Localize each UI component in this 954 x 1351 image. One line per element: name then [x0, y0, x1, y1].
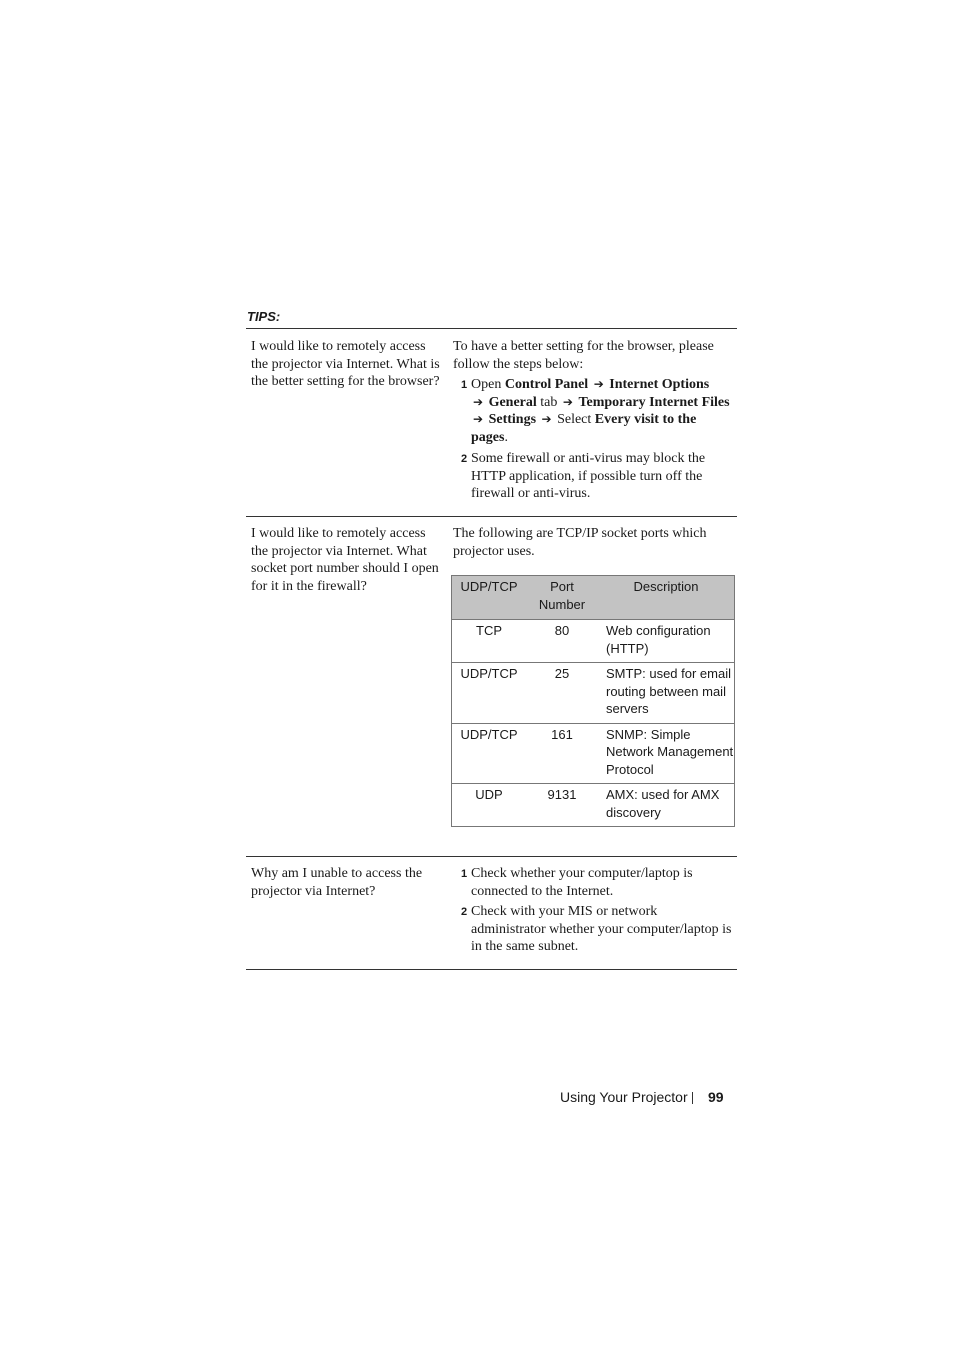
- footer-separator: [692, 1092, 693, 1104]
- table-row: [452, 620, 735, 663]
- port-cell: 25: [526, 663, 598, 724]
- port-cell: 9131: [526, 784, 598, 827]
- socket-ports-table: [451, 575, 735, 827]
- internet-options-label: Internet Options: [609, 377, 710, 392]
- col-header-description: Description: [598, 576, 735, 620]
- table-bottom-rule: [246, 969, 737, 970]
- tip3-step2: 2 Check with your MIS or network administrator whether your computer/laptop is in the same subnet.: [461, 904, 732, 955]
- step-number: 2: [461, 906, 468, 918]
- table-header-row: [452, 576, 735, 620]
- step-number: 1: [461, 379, 468, 391]
- row-divider: [246, 856, 737, 857]
- tip1-step2: 2 Some firewall or anti-virus may block the HTTP application, if possible turn off the firewall or anti-virus.: [461, 451, 706, 502]
- protocol-cell: UDP: [452, 784, 527, 827]
- table-row: [452, 663, 735, 724]
- page-number: 99: [708, 1089, 724, 1105]
- footer-title: Using Your Projector: [560, 1089, 688, 1105]
- row-divider: [246, 516, 737, 517]
- step-number: 2: [461, 453, 468, 465]
- settings-label: Settings: [488, 412, 537, 428]
- table-top-rule: [246, 328, 737, 329]
- every-visit-label: Every visit to the pages: [471, 412, 697, 445]
- control-panel-label: Control Panel: [504, 377, 589, 392]
- description-cell: SMTP: used for email routing between mail servers: [598, 663, 735, 724]
- col-header-protocol: UDP/TCP: [452, 576, 527, 620]
- description-cell: AMX: used for AMX discovery: [598, 784, 735, 827]
- table-row: [452, 784, 735, 827]
- tip1-step1: 1 Open Control Panel ➔ Internet Options ➔ General tab ➔ Temporary Internet Files ➔ Settings ➔ Select Every visit to the pages.: [461, 377, 730, 445]
- protocol-cell: UDP/TCP: [452, 663, 527, 724]
- temporary-internet-files-label: Temporary Internet Files: [578, 394, 730, 410]
- right-arrow-icon: ➔: [562, 394, 573, 409]
- protocol-cell: TCP: [452, 620, 527, 663]
- port-cell: 80: [526, 620, 598, 663]
- table-row: [452, 723, 735, 784]
- right-arrow-icon: ➔: [473, 394, 484, 409]
- tip2-intro: The following are TCP/IP socket ports which projector uses.: [453, 526, 707, 559]
- tip1-intro: To have a better setting for the browser, please follow the steps below:: [453, 339, 714, 372]
- step-number: 1: [461, 868, 468, 880]
- tip1-question: I would like to remotely access the projector via Internet. What is the better setting for the browser?: [251, 339, 440, 390]
- tip2-question: I would like to remotely access the projector via Internet. What socket port number should I open for it in the firewall?: [251, 526, 439, 594]
- right-arrow-icon: ➔: [593, 377, 604, 391]
- col-header-port: Port Number: [526, 576, 598, 620]
- tip3-question: Why am I unable to access the projector via Internet?: [251, 866, 423, 899]
- tips-heading: TIPS:: [247, 309, 281, 324]
- tip3-step1: 1 Check whether your computer/laptop is connected to the Internet.: [461, 866, 693, 899]
- description-cell: Web configuration (HTTP): [598, 620, 735, 663]
- right-arrow-icon: ➔: [473, 412, 484, 427]
- port-cell: 161: [526, 723, 598, 784]
- general-label: General: [488, 394, 537, 410]
- right-arrow-icon: ➔: [541, 412, 552, 427]
- description-cell: SNMP: Simple Network Management Protocol: [598, 723, 735, 784]
- protocol-cell: UDP/TCP: [452, 723, 527, 784]
